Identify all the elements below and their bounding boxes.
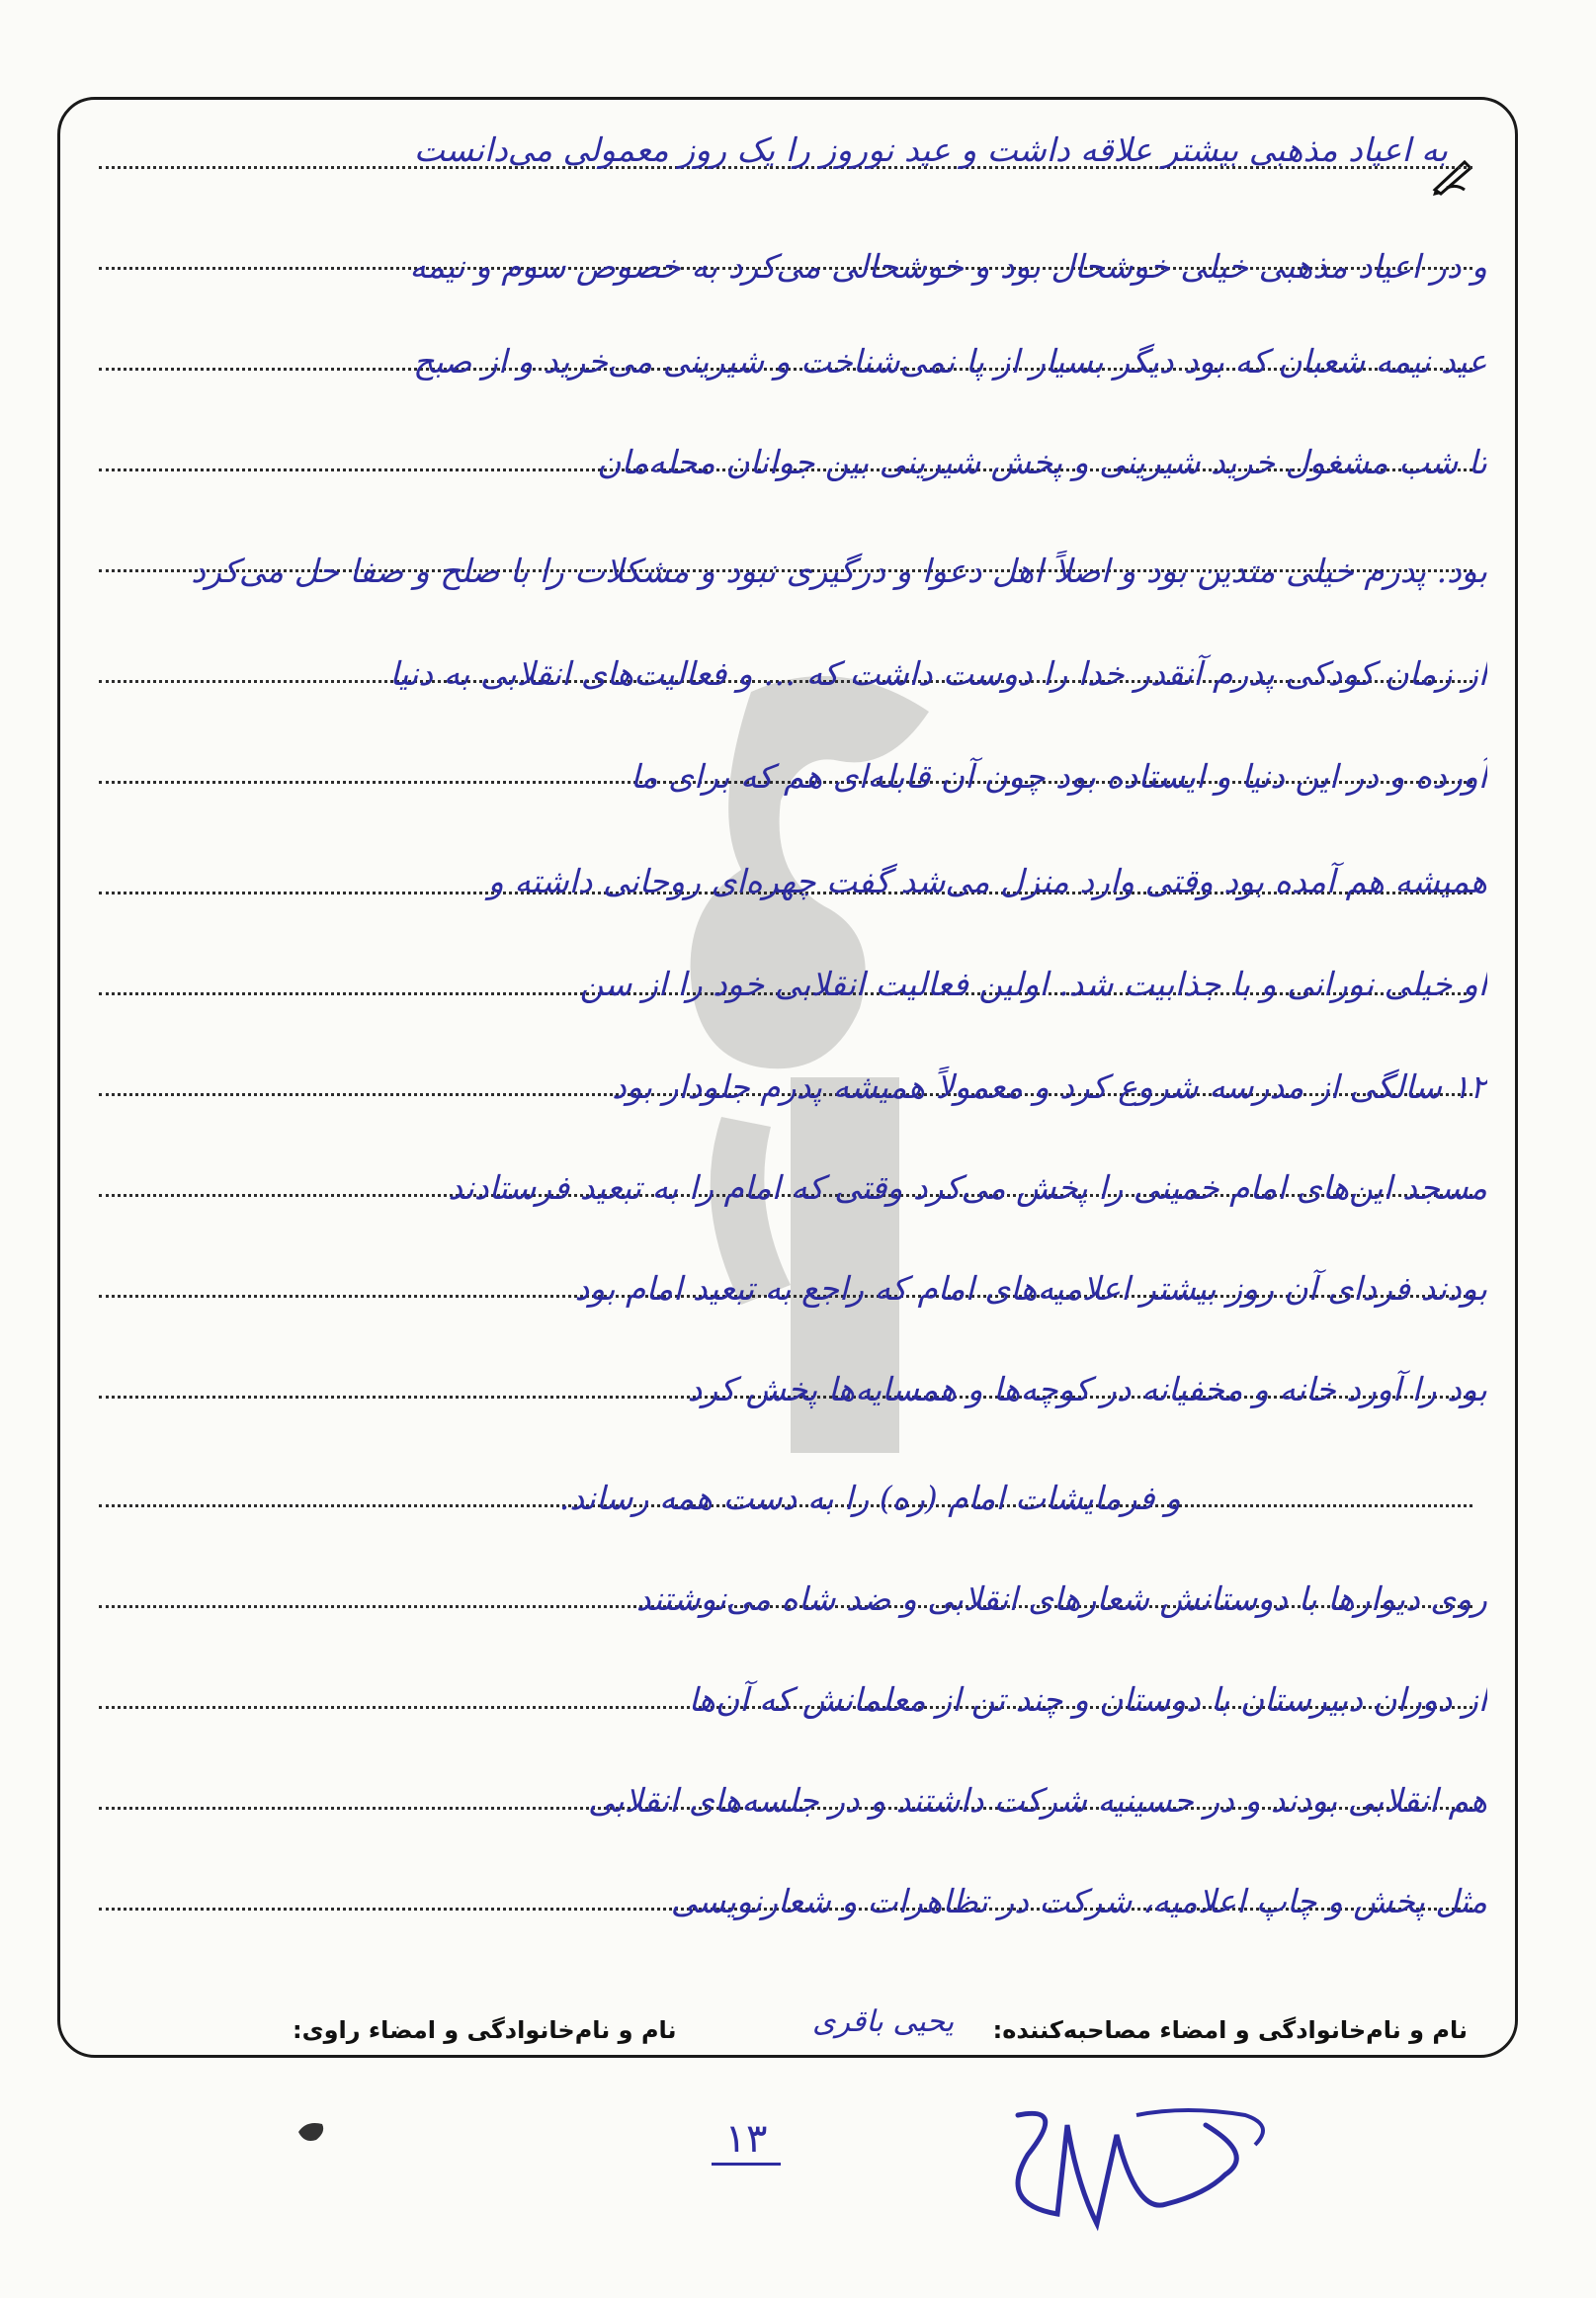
handwritten-line: بود. پدرم خیلی متدین بود و اصلاً اهل دعوا و درگیری نبود و مشکلات را با صلح و صفا حل می‌کرد — [191, 552, 1487, 590]
narrator-label: نام و نام‌خانوادگی و امضاء راوی: — [293, 2016, 677, 2044]
handwritten-line: روی دیوارها با دوستانش شعارهای انقلابی و ضد شاه می‌نوشتند — [635, 1579, 1487, 1618]
handwritten-line: و فرمایشات امام (ره) را به دست همه رساند. — [558, 1479, 1181, 1517]
handwritten-line: و در اعیاد مذهبی خیلی خوشحال بود و خوشحالی می‌کرد به خصوص سوم و نیمه — [409, 247, 1487, 286]
interviewer-name: یحیی باقری — [812, 2004, 955, 2039]
handwritten-line: به اعیاد مذهبی بیشتر علاقه داشت و عید نوروز را یک روز معمولی می‌دانست — [413, 130, 1448, 169]
handwritten-line: هم انقلابی بودند و در حسینیه شرکت داشتند و در جلسه‌های انقلابی — [587, 1781, 1487, 1820]
page-number: ۱۳ — [712, 2115, 781, 2166]
handwritten-line: ۱۲ سالگی از مدرسه شروع کرد و معمولاً همیشه پدرم جلودار بود — [612, 1067, 1487, 1106]
handwritten-line: مسجد این‌های امام خمینی را پخش می‌کرد وقتی که امام را به تبعید فرستادند — [448, 1168, 1487, 1207]
handwritten-line: تا شب مشغول خرید شیرینی و پخش شیرینی بین جوانان محله‌مان — [597, 443, 1487, 481]
handwritten-line: مثل پخش و چاپ اعلامیه، شرکت در تظاهرات و شعارنویسی — [670, 1882, 1487, 1920]
interviewer-label: نام و نام‌خانوادگی و امضاء مصاحبه‌کننده: — [992, 2016, 1468, 2044]
handwritten-line: بود را آورد خانه و مخفیانه در کوچه‌ها و همسایه‌ها پخش کرد — [687, 1370, 1487, 1408]
handwritten-line: او خیلی نورانی و با جذابیت شد. اولین فعالیت انقلابی خود را از سن — [579, 965, 1487, 1003]
handwritten-line: عید نیمه شعبان که بود دیگر بسیار از پا نمی‌شناخت و شیرینی می‌خرید و از صبح — [413, 342, 1487, 381]
handwritten-line: همیشه هم آمده بود وقتی وارد منزل می‌شد گفت چهره‌ای روحانی داشته و — [487, 862, 1487, 900]
signature — [988, 2095, 1285, 2234]
handwritten-line: بودند فردای آن روز بیشتر اعلامیه‌های امام که راجع به تبعید امام بود — [574, 1269, 1487, 1308]
handwritten-line: از زمان کودکی پدرم آنقدر خدا را دوست داشت که … و فعالیت‌های انقلابی به دنیا — [389, 654, 1487, 693]
handwritten-line: از دوران دبیرستان با دوستان و چند تن از معلمانش که آن‌ها — [688, 1680, 1487, 1719]
ink-blot — [296, 2118, 326, 2144]
handwritten-line: آورده و در این دنیا و ایستاده بود چون آن قابله‌ای هم که برای ما — [630, 757, 1487, 796]
